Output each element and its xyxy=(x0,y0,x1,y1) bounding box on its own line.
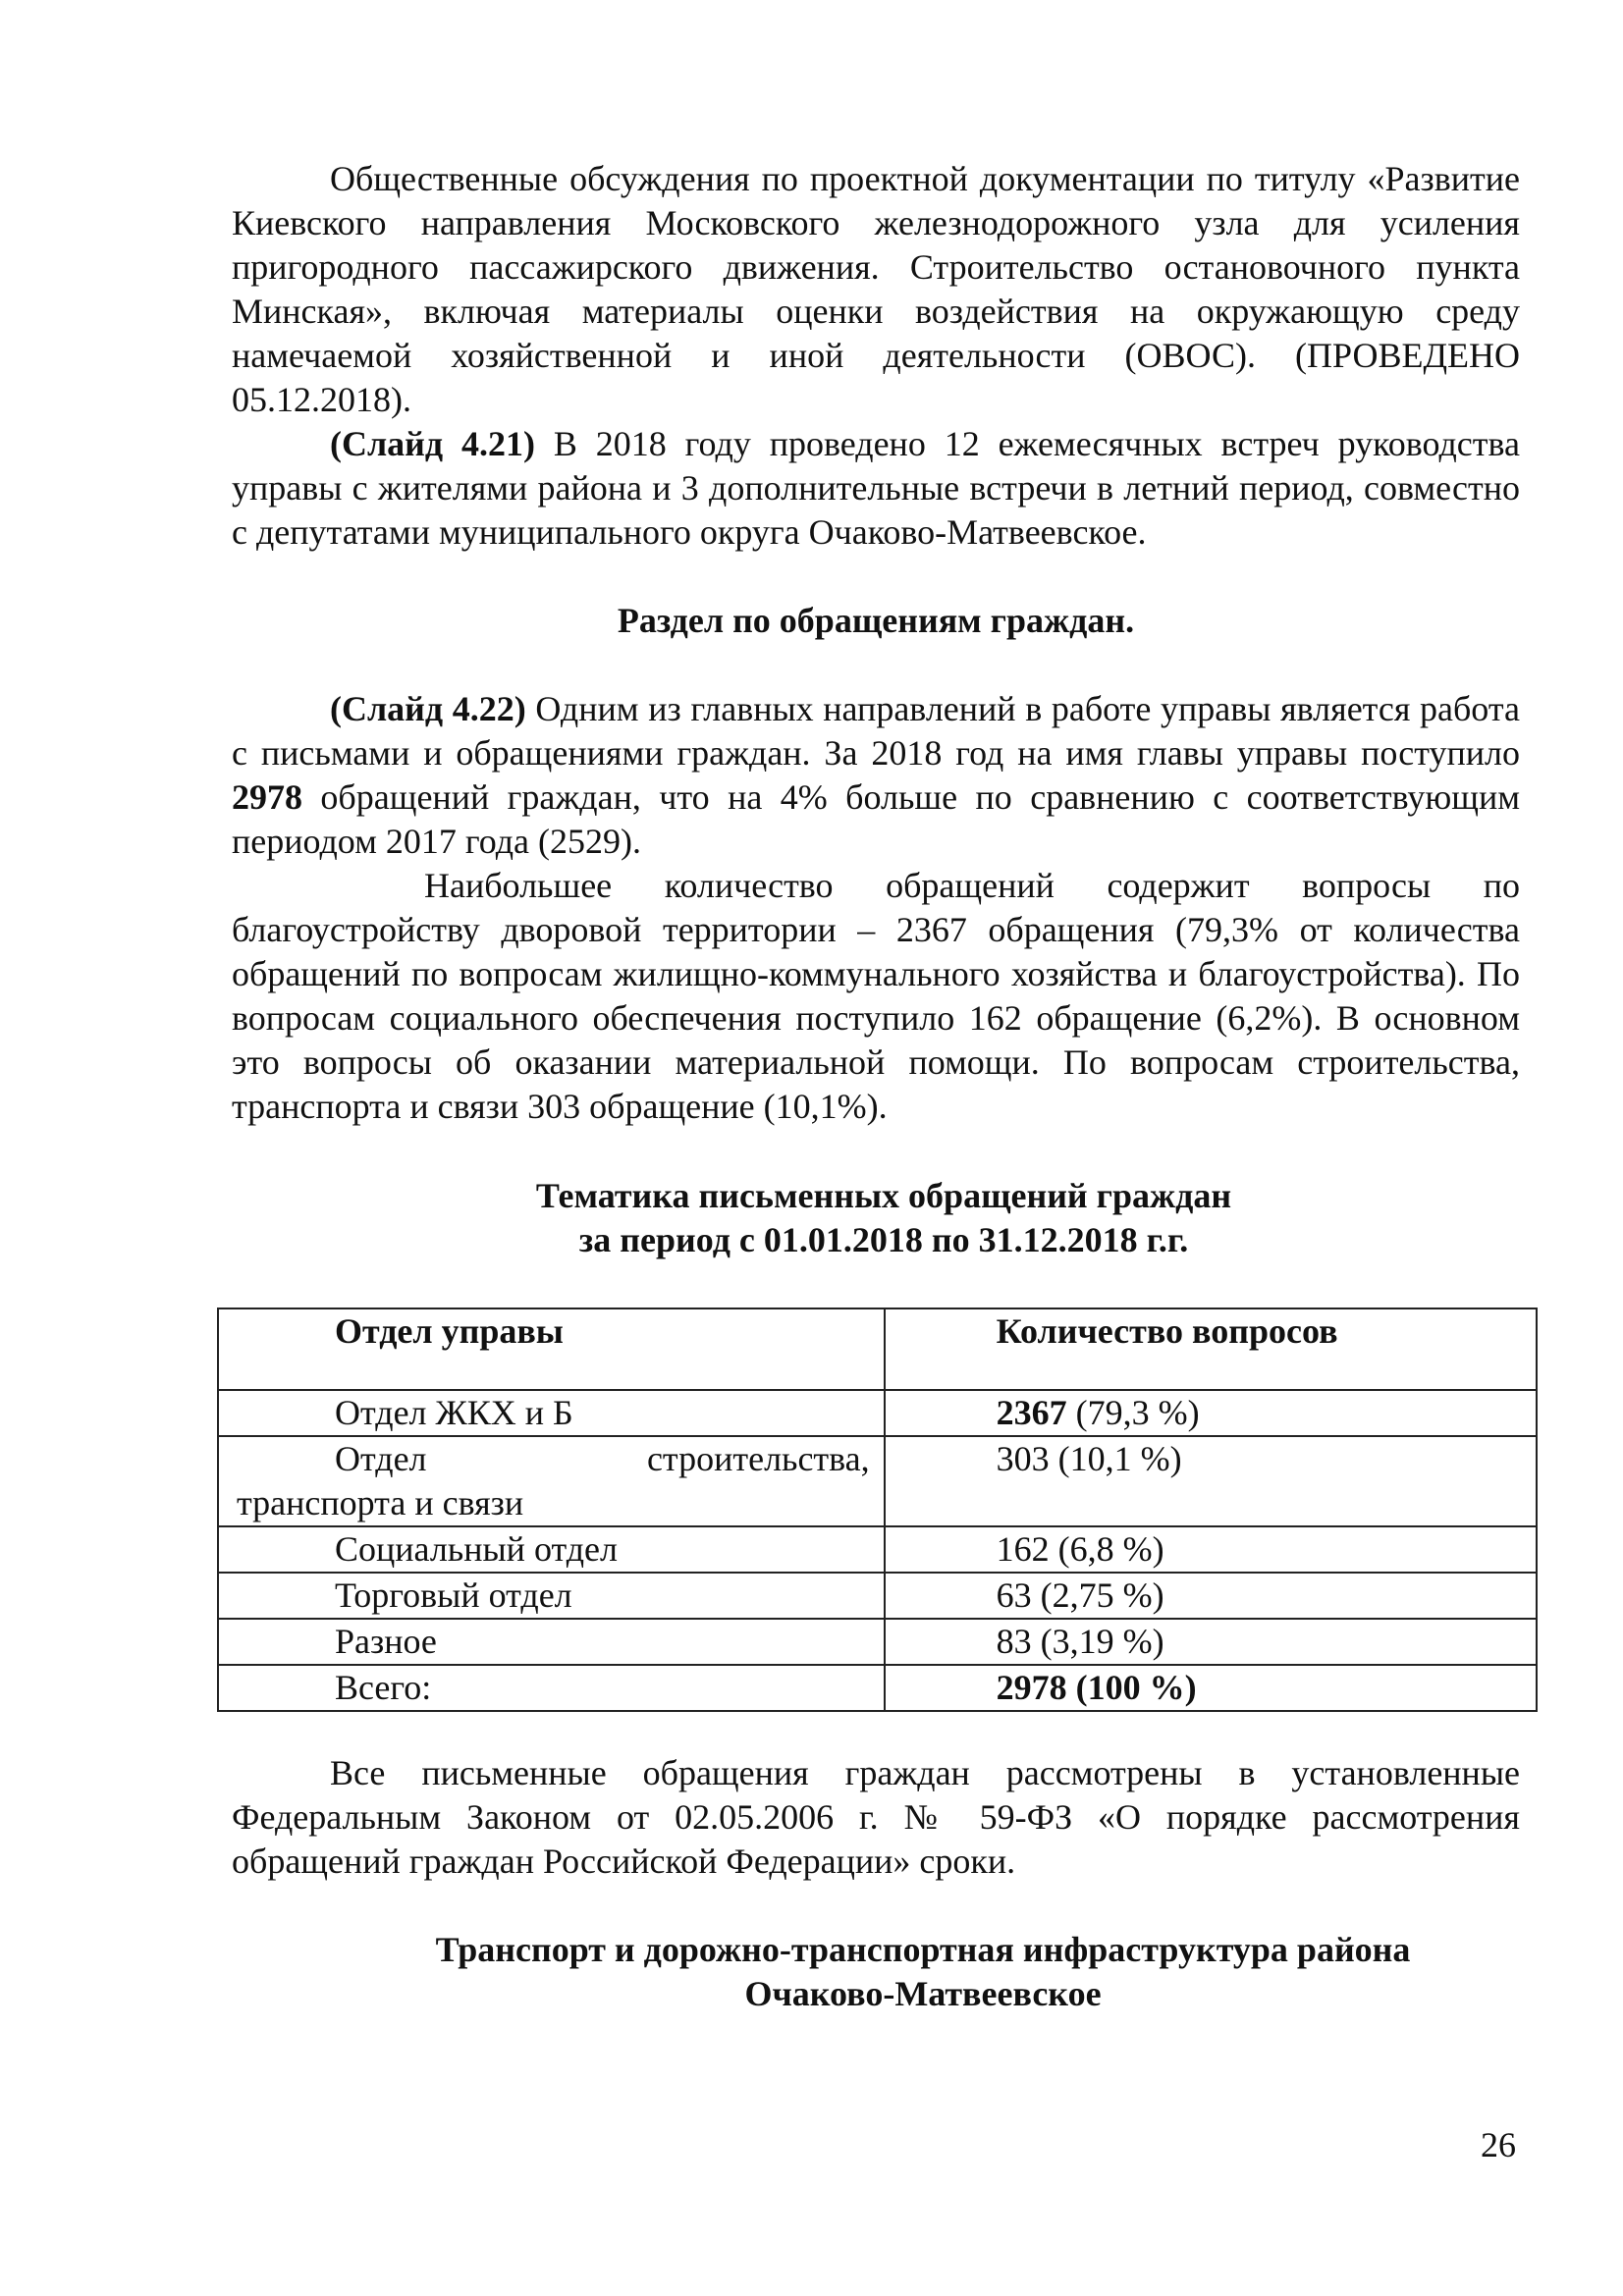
slide-ref-4-21: (Слайд 4.21) xyxy=(330,424,536,463)
table-cell-department: Всего: xyxy=(218,1665,885,1711)
table-cell-count-rest: (79,3 %) xyxy=(1066,1393,1200,1432)
paragraph-review-deadlines: Все письменные обращения граждан рассмотрены в установленные Федеральным Законом от 02.05.2006 г. № 59-ФЗ «О порядке рассмотрения обращений граждан Российской Федерации» сроки. xyxy=(232,1753,1520,1881)
table-cell-department: Торговый отдел xyxy=(218,1573,885,1619)
table-cell-count: 303 (10,1 %) xyxy=(885,1436,1537,1526)
table-header-row xyxy=(218,1308,1537,1390)
table-cell-count: 162 (6,8 %) xyxy=(885,1526,1537,1573)
table-cell-count: 83 (3,19 %) xyxy=(885,1619,1537,1665)
table-header-department: Отдел управы xyxy=(218,1308,885,1390)
table-row xyxy=(218,1619,1537,1665)
table-header-count: Количество вопросов xyxy=(885,1308,1537,1390)
table-title-line-1: Тематика письменных обращений граждан xyxy=(535,1176,1232,1215)
table-cell-count xyxy=(885,1390,1537,1436)
table-cell-department: Разное xyxy=(218,1619,885,1665)
table-cell-count xyxy=(885,1665,1537,1711)
total-appeals-count: 2978 xyxy=(232,777,302,817)
appeals-topics-table xyxy=(217,1308,1538,1712)
table-row xyxy=(218,1436,1537,1526)
section-heading-transport-line-1: Транспорт и дорожно-транспортная инфраструктура района xyxy=(435,1930,1411,1969)
page-number: 26 xyxy=(1481,2125,1516,2164)
table-cell-count-bold: 2978 (100 %) xyxy=(996,1668,1197,1707)
section-heading-transport-line-2: Очаково-Матвеевское xyxy=(744,1974,1102,2013)
table-row xyxy=(218,1390,1537,1436)
paragraph-monthly-meetings xyxy=(232,422,1520,555)
table-title-line-2: за период с 01.01.2018 по 31.12.2018 г.г. xyxy=(578,1220,1189,1259)
section-heading-citizen-appeals: Раздел по обращениям граждан. xyxy=(617,601,1135,640)
table-cell-department xyxy=(218,1436,885,1526)
paragraph-appeals-breakdown: Наибольшее количество обращений содержит вопросы по благоустройству дворовой территории – 2367 обращения (79,3% от количества обращений по вопросам жилищно-коммунального хозяйства и благоустройства). По вопросам социального обеспечения поступило 162 обращение (6,2%). В основном это вопросы об оказании материальной помощи. По вопросам строительства, транспорта и связи 303 обращение (10,1%). xyxy=(232,866,1520,1126)
table-cell-department: Социальный отдел xyxy=(218,1526,885,1573)
table-cell-department: Отдел ЖКХ и Б xyxy=(218,1390,885,1436)
table-cell-department-line-2: транспорта и связи xyxy=(237,1483,524,1522)
table-title xyxy=(232,1174,1520,1262)
table-row xyxy=(218,1573,1537,1619)
table-row-total xyxy=(218,1665,1537,1711)
paragraph-public-hearings: Общественные обсуждения по проектной документации по титулу «Развитие Киевского направления Московского железнодорожного узла для усиления пригородного пассажирского движения. Строительство остановочного пункта Минская», включая материалы оценки воздействия на окружающую среду намечаемой хозяйственной и иной деятельности (ОВОС). (ПРОВЕДЕНО 05.12.2018). xyxy=(232,159,1520,419)
paragraph-appeals-overview xyxy=(232,687,1520,864)
slide-ref-4-22: (Слайд 4.22) xyxy=(330,689,526,728)
section-heading-transport xyxy=(232,1928,1520,2016)
table-cell-department-line-1: Отдел строительства, xyxy=(335,1439,870,1478)
table-cell-count-bold: 2367 xyxy=(996,1393,1067,1432)
table-cell-count: 63 (2,75 %) xyxy=(885,1573,1537,1619)
paragraph-appeals-text-b: обращений граждан, что на 4% больше по сравнению с соответствующим периодом 2017 года (2529). xyxy=(232,777,1520,861)
table-row xyxy=(218,1526,1537,1573)
paragraph-appeals-text-a: Одним из главных направлений в работе управы является работа с письмами и обращениями граждан. За 2018 год на имя главы управы поступило xyxy=(232,689,1520,773)
paragraph-monthly-meetings-text: В 2018 году проведено 12 ежемесячных встреч руководства управы с жителями района и 3 дополнительные встречи в летний период, совместно с депутатами муниципального округа Очаково-Матвеевское. xyxy=(232,424,1520,552)
